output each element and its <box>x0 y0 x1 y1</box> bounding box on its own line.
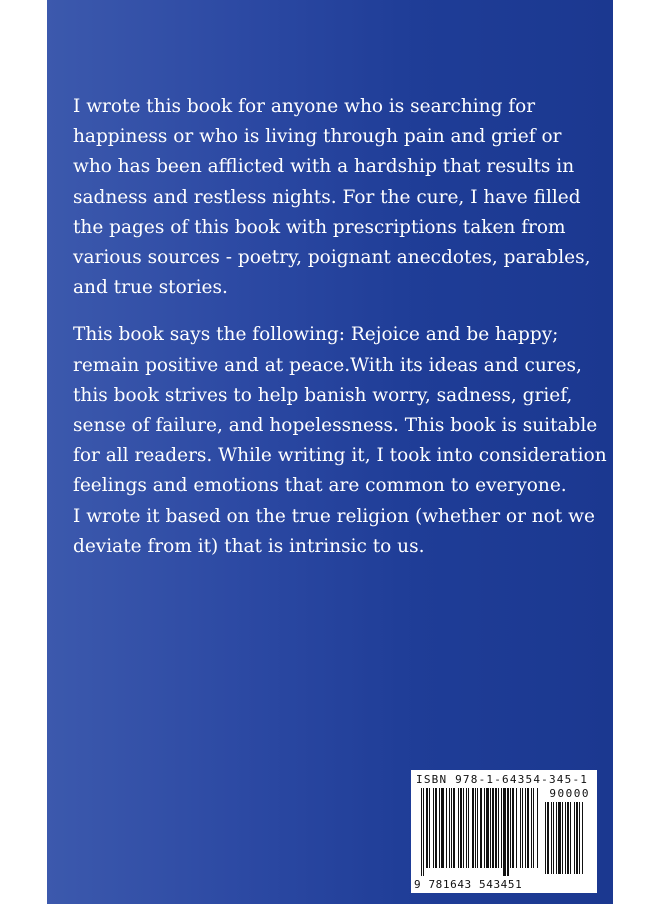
ean-number: 9 781643 543451 <box>414 878 523 891</box>
blurb-line: deviate from it) that is intrinsic to us. <box>73 535 425 557</box>
price-addon-number: 90000 <box>549 787 590 800</box>
blurb-paragraph-1 <box>73 92 603 303</box>
blurb-line: sadness and restless nights. For the cure, I have filled <box>73 186 581 208</box>
blurb-line: This book says the following: Rejoice and be happy; <box>73 324 559 346</box>
blurb-text <box>73 92 607 579</box>
blurb-line: this book strives to help banish worry, sadness, grief, <box>73 384 573 406</box>
blurb-line: various sources - poetry, poignant anecdotes, parables, <box>73 247 591 269</box>
isbn-barcode <box>411 770 597 893</box>
back-cover <box>47 0 613 904</box>
blurb-line: who has been afflicted with a hardship that results in <box>73 156 575 178</box>
blurb-line: for all readers. While writing it, I took into consideration <box>73 445 607 467</box>
blurb-line: happiness or who is living through pain and grief or <box>73 126 562 148</box>
blurb-line: sense of failure, and hopelessness. This book is suitable <box>73 415 598 437</box>
blurb-line: feelings and emotions that are common to everyone. <box>73 475 567 497</box>
blurb-line: remain positive and at peace.With its ideas and cures, <box>73 354 582 376</box>
addon-barcode-bars <box>545 802 591 882</box>
blurb-line: I wrote it based on the true religion (whether or not we <box>73 505 595 527</box>
blurb-paragraph-2 <box>73 320 607 562</box>
blurb-line: the pages of this book with prescriptions taken from <box>73 216 566 238</box>
blurb-line: I wrote this book for anyone who is searching for <box>73 96 536 117</box>
isbn-label: ISBN 978-1-64354-345-1 <box>416 773 589 786</box>
blurb-line: and true stories. <box>73 277 228 299</box>
ean-barcode-bars <box>421 788 539 876</box>
